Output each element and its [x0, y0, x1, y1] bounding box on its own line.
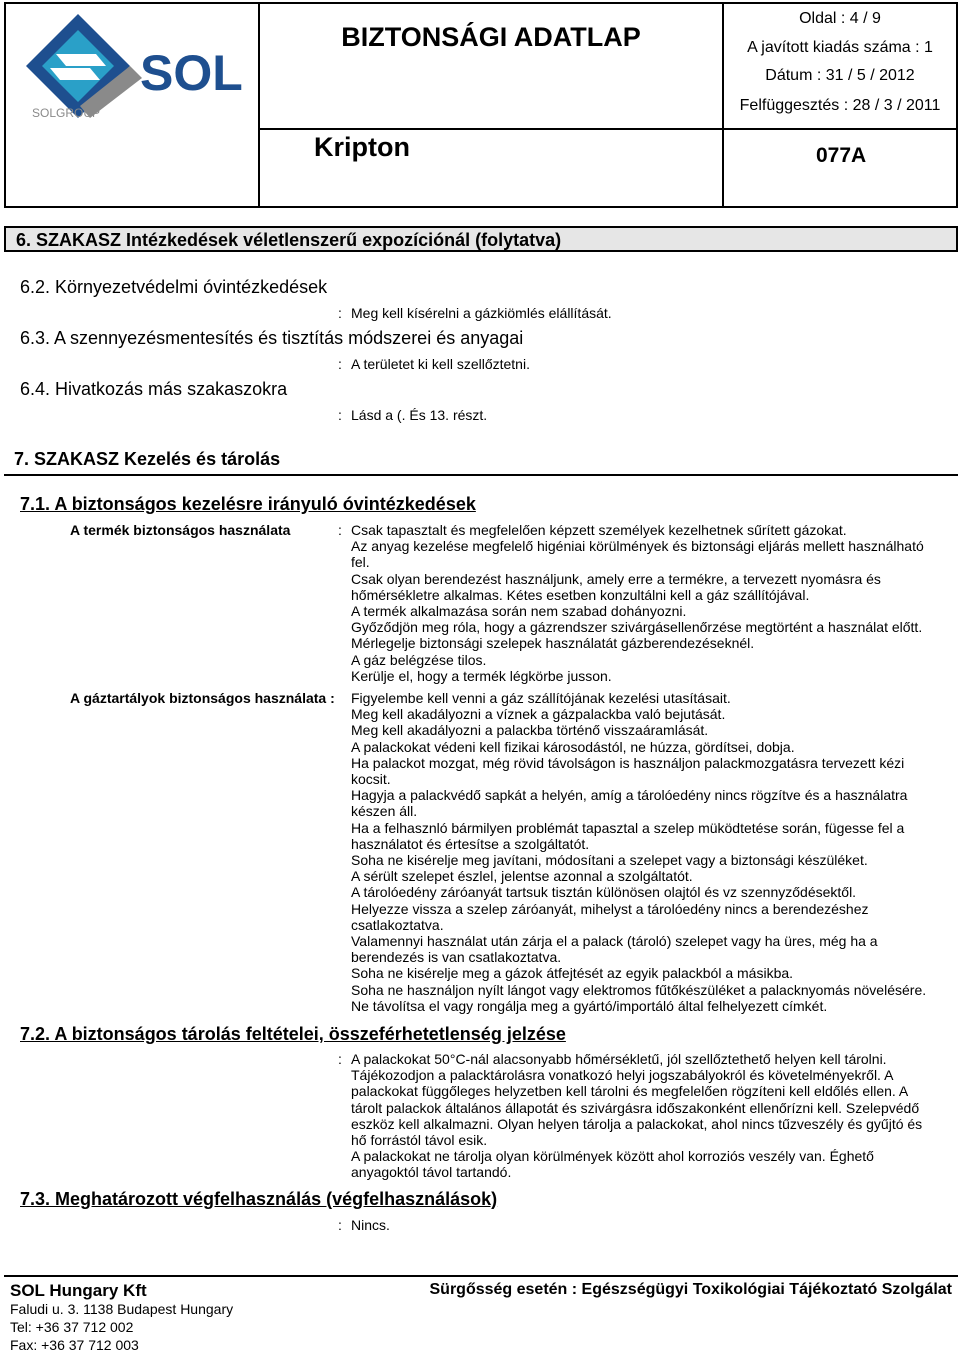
logo-text: SOL [140, 45, 243, 101]
footer-emergency: Sürgősség esetén : Egészségügyi Toxikológiai Tájékoztató Szolgálat [429, 1281, 952, 1298]
product-line: Mérlegelje biztonsági szelepek használatát gázberendezéseknél. [351, 635, 755, 652]
footer-address: Faludi u. 3. 1138 Budapest Hungary [10, 1301, 234, 1317]
section-6-3-value: A területet ki kell szellőztetni. [351, 356, 530, 372]
product-line: A gáz belégzése tilos. [351, 651, 487, 668]
container-line: Meg kell akadályozni a víznek a gázpalackba való bejutását. [351, 706, 726, 723]
document-title: BIZTONSÁGI ADATLAP [341, 22, 641, 52]
title-cell [260, 4, 724, 130]
footer-rule [4, 1275, 958, 1277]
storage-line: eszköz kell alkalmazni. Olyan helyen tárolja a palackokat, ahol nincs tűzveszély és gyűjtó és [351, 1115, 923, 1132]
container-use-text [351, 690, 951, 1014]
storage-line: palackokat függőleges helyzetben kell tárolni és megfelelően rögzíteni kell eldőlés ellen. A [351, 1083, 909, 1100]
container-line: Ha a felhasznló bármilyen problémát tapasztal a szelep müködtetése során, fügesse fel a [351, 819, 905, 836]
container-line: Ne távolítsa el vagy rongálja meg a gyártó/importáló által felhelyezett címkét. [351, 997, 828, 1014]
container-line: Hagyja a palackvédő sapkát a helyén, amíg a tárolóedény nincs rögzítve és a használatra [351, 787, 908, 804]
logo-cell [6, 4, 260, 130]
label-product-use: A termék biztonságos használata [70, 522, 291, 538]
container-line: használatot és értesítse a szolgáltatót. [351, 835, 590, 852]
supersedes-date: Felfüggesztés : 28 / 3 / 2011 [739, 97, 941, 114]
section-6-4-value: Lásd a (. És 13. részt. [351, 407, 488, 423]
product-code: 077A [816, 144, 867, 167]
container-line: kocsit. [351, 771, 391, 788]
document-header [4, 2, 958, 208]
section-6-bar: 6. SZAKASZ Intézkedések véletlenszerű expozíciónál (folytatva) [4, 226, 958, 252]
container-line: Soha ne kisérelje meg javítani, módosítani a szelepet vagy a biztonsági készüléket. [351, 852, 868, 869]
product-use-text [351, 522, 951, 684]
storage-line: Tájékozodjon a palacktárolásra vonatkozó helyi jogszabályokról és követelményekről. A [351, 1067, 894, 1084]
section-7-rule [4, 474, 958, 476]
section-7-3-value: Nincs. [351, 1217, 390, 1233]
footer-tel: Tel: +36 37 712 002 [10, 1319, 134, 1335]
container-line: csatlakoztatva. [351, 916, 444, 933]
section-7-title: 7. SZAKASZ Kezelés és tárolás [14, 449, 281, 469]
container-line: A sérült szelepet észlel, jelentse azonnal a szolgáltatót. [351, 868, 693, 885]
container-line: Helyezze vissza a szelep záróanyát, mihelyst a tárolóedény nincs a berendezéshez [351, 900, 869, 917]
colon: : [338, 1051, 342, 1067]
storage-line: A palackokat 50°C-nál alacsonyabb hőmérsékletű, jól szellőztethető helyen kell tárolni. [351, 1051, 887, 1067]
product-line: A termék alkalmazása során nem szabad dohányozni. [351, 603, 687, 620]
product-name: Kripton [314, 132, 410, 162]
header-divider-vertical [722, 128, 724, 208]
footer-fax: Fax: +36 37 712 003 [10, 1337, 139, 1352]
product-line: Az anyag kezelése megfelelő higéniai körülmények és biztonsági eljárás mellett használható [351, 538, 924, 555]
storage-text [351, 1051, 951, 1181]
colon: : [338, 522, 342, 538]
section-7-2-title: 7.2. A biztonságos tárolás feltételei, összeférhetetlenség jelzése [20, 1024, 566, 1044]
container-line: Soha ne kisérelje meg a gázok átfejtését az egyik palackból a másikba. [351, 965, 794, 982]
storage-line: anyagoktól távol tartandó. [351, 1164, 512, 1181]
header-divider-logo [258, 128, 260, 208]
container-line: Valamennyi használat után zárja el a palack (tároló) szelepet vagy ha üres, még ha a [351, 933, 878, 950]
meta-cell [724, 4, 956, 130]
section-6-3-title: 6.3. A szennyezésmentesítés és tisztítás módszerei és anyagai [20, 328, 524, 348]
container-line: A tárolóedény záróanyát tartsuk tisztán különösen olajtól és vz szennyződésektől. [351, 884, 857, 901]
product-line: hőmérsékletre alkalmas. Kétes esetben konzultálni kell a gáz szállítójával. [351, 586, 810, 603]
product-line: Csak olyan berendezést használjunk, amely erre a termékre, a tervezett nyomásra és [351, 570, 881, 587]
storage-line: A palackokat ne tárolja olyan körülmények között ahol korroziós veszély van. Éghető [351, 1148, 874, 1165]
storage-line: tárolt palackok általános állapotát és szivárgásra időszakonként ellenőrízni kell. Szelepvédő [351, 1099, 920, 1116]
storage-line: hő forrástól távol esik. [351, 1132, 488, 1149]
header-divider [260, 128, 958, 130]
colon: : [338, 356, 342, 372]
product-line: Csak tapasztalt és megfelelően képzett személyek kezelhetnek sűrített gázokat. [351, 522, 847, 538]
container-line: A palackokat védeni kell fizikai károsodástól, ne húzza, gördítsei, dobja. [351, 738, 795, 755]
section-7-1-title: 7.1. A biztonságos kezelésre irányuló óvintézkedések [20, 494, 476, 514]
colon: : [338, 305, 342, 321]
container-line: készen áll. [351, 803, 418, 820]
logo-group-text: SOLGROUP [32, 106, 101, 120]
section-7-3-title: 7.3. Meghatározott végfelhasználás (végfelhasználások) [20, 1189, 498, 1209]
container-line: Ha palackot mozgat, még rövid távolságon is használjon palackmozgatásra tervezett kézi [351, 754, 905, 771]
section-6-4-title: 6.4. Hivatkozás más szakaszokra [20, 379, 288, 399]
section-6-2-value: Meg kell kísérelni a gázkiömlés elállítását. [351, 305, 612, 321]
sol-logo [20, 10, 250, 124]
revision-date: Dátum : 31 / 5 / 2012 [765, 67, 915, 84]
container-line: berendezés is van csatlakoztatva. [351, 949, 562, 966]
label-container-use: A gáztartályok biztonságos használata : [70, 690, 335, 706]
section-6-2-title: 6.2. Környezetvédelmi óvintézkedések [20, 277, 328, 297]
container-line: Soha ne használjon nyílt lángot vagy elektromos fűtőkészüléket a palacknyomás növelésére. [351, 981, 927, 998]
footer-company: SOL Hungary Kft [10, 1281, 147, 1300]
container-line: Meg kell akadályozni a palackba történő visszaáramlását. [351, 722, 709, 739]
product-line: fel. [351, 554, 370, 571]
container-line: Figyelembe kell venni a gáz szállítójának kezelési utasításait. [351, 690, 731, 706]
colon: : [338, 407, 342, 423]
product-line: Kerülje el, hogy a termék légkörbe jusson. [351, 667, 612, 684]
colon: : [338, 1217, 342, 1233]
page-number: Oldal : 4 / 9 [799, 10, 881, 27]
product-line: Győződjön meg róla, hogy a gázrendszer szivárgásellenőrzése megtörtént a használat előtt. [351, 619, 923, 636]
revision-number: A javított kiadás száma : 1 [747, 39, 933, 56]
